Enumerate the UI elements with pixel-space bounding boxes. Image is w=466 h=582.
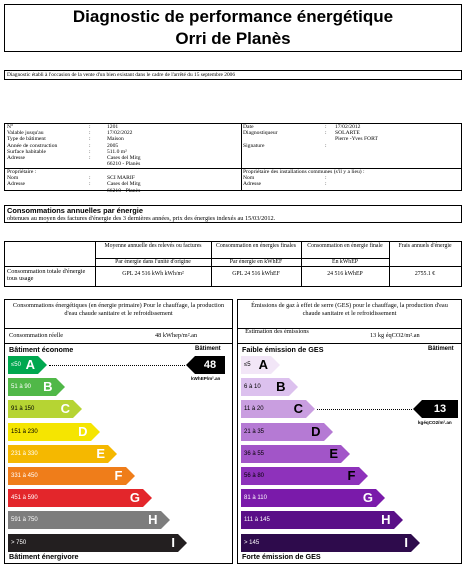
scale-letter: B [43,379,53,395]
scale-bar-h [8,511,161,529]
info-value: Cases del Mitg [107,181,141,188]
scale-tip [341,445,350,463]
scale-tip [324,423,333,441]
info-colon: : [89,142,91,149]
common-title: Propriétaire des installations communes (s'il y a lieu) : [243,169,365,175]
title-box [4,4,462,52]
info-label: Nom [7,175,19,182]
scale-bar-a [8,356,38,374]
ges-bottom-label: Forte émission de GES [242,552,321,561]
scale-range: 91 à 150 [11,406,35,413]
consumption-value: GPL 24 516 kWh kWh/m² [122,271,184,277]
scale-letter: G [129,490,140,506]
info-colon: : [325,124,327,130]
scale-leader [317,409,412,410]
info-value: Maison [107,136,124,143]
ges-col-label: Bâtiment [428,346,454,352]
info-colon: : [89,136,91,143]
scale-letter: H [381,512,391,528]
scale-tip [38,356,47,374]
info-colon: : [325,175,327,182]
scale-tip [178,534,187,552]
consumption-subheader: En kWhEP [332,259,358,265]
owner-title: Propriétaire : [7,169,37,175]
info-value: SCI MARIF [107,175,135,182]
consumption-subheader: Par énergie en kWhEF [229,259,283,265]
energy-top-label: Bâtiment économe [9,345,74,354]
scale-bar-c [8,400,73,418]
consumption-value: GPL 24 516 kWhEF [232,271,280,277]
info-label: Signature [243,142,265,149]
scale-range: 591 à 750 [11,517,38,524]
consumption-subheader: Par énergie dans l'unité d'origine [115,259,191,265]
consumption-table [4,241,462,287]
scale-bar-d [241,423,324,441]
scale-letter: E [329,445,338,461]
info-value: 66210 - Planès [107,187,141,194]
scale-range: ≤5 [244,362,251,368]
scale-letter: C [293,401,303,417]
marker-unit: kgéqCO2/m².an [418,420,452,426]
info-colon: : [89,155,91,161]
info-value: 17/02/2022 [107,130,133,137]
scale-bar-e [241,445,341,463]
consumption-title-box [4,205,462,223]
scale-tip [289,378,298,396]
ges-panel [237,299,462,564]
notice-text: Diagnostic établi à l'occasion de la vente d'un bien existant dans le cadre de l'arrêté du 15 septembre 2006 [7,72,236,78]
consumption-row-label: Consommation totale d'énergie tous usage [7,268,86,283]
scale-letter: D [78,423,88,439]
info-label: Valable jusqu'au [7,130,44,137]
info-label: Adresse [7,181,26,188]
energy-panel [4,299,233,564]
consumption-value: 24 516 kWhEP [327,271,363,277]
scale-range: 151 à 230 [11,428,38,435]
scale-marker [195,356,225,374]
consumption-value: 2755.1 € [414,271,436,277]
marker-value: 48 [203,359,217,371]
scale-tip [306,400,315,418]
scale-letter: B [276,379,286,395]
info-value: 511.0 m² [107,148,127,155]
scale-tip [411,534,420,552]
marker-tip [413,400,422,418]
scale-range: 111 à 145 [244,517,270,524]
scale-range: > 750 [11,539,27,546]
info-colon: : [325,181,327,188]
scale-bar-d [8,423,91,441]
scale-range: 451 à 590 [11,495,38,502]
info-label: N° [7,124,14,130]
scale-range: > 145 [244,539,260,546]
info-colon: : [325,130,327,137]
scale-letter: F [114,468,123,483]
info-label: Année de construction [7,142,58,149]
scale-tip [359,467,368,485]
notice-box [4,70,462,80]
info-value: 66210 - Planès [107,161,141,168]
ges-header: Émissions de gaz à effet de serre (GES) pour le chauffage, la production d'eau chaude sanitaire et le refroidissement [251,302,448,317]
page-subtitle: Orri de Planès [175,29,291,48]
consumption-header: Moyenne annuelle des relevés ou factures [104,243,202,249]
info-value: 17/02/2012 [335,124,361,130]
scale-bar-b [8,378,56,396]
consumption-header: Consommation en énergies finales [216,243,296,249]
energy-real-value: 48 kWhep/m².an [155,332,198,339]
energy-col-label: Bâtiment [195,346,221,352]
scale-tip [161,511,170,529]
scale-tip [108,445,117,463]
scale-bar-g [8,489,143,507]
scale-marker [422,400,458,418]
info-label: Surface habitable [7,148,46,155]
marker-unit: kWhEP/m².an [191,376,221,381]
scale-bar-b [241,378,289,396]
info-box [4,123,462,194]
scale-tip [126,467,135,485]
marker-value: 13 [433,403,447,416]
scale-bar-g [241,489,376,507]
scale-letter: I [171,534,175,550]
ges-top-label: Faible émission de GES [242,345,324,354]
energy-bottom-label: Bâtiment énergivore [9,552,79,561]
energy-header: Consommations énergétiques (en énergie primaire) Pour le chauffage, la production d'eau chaude sanitaire et le refroidissement [12,302,225,317]
info-colon: : [325,142,327,149]
consumption-title: Consommations annuelles par énergie [7,206,143,215]
scale-range: ≤50 [11,362,21,368]
scale-letter: H [148,512,158,528]
info-colon: : [89,148,91,155]
energy-real-label: Consommation réelle [9,332,64,339]
scale-range: 231 à 330 [11,450,38,457]
scale-range: 56 à 80 [244,473,265,479]
info-value: 2005 [107,142,119,149]
scale-range: 6 à 10 [244,384,261,391]
scale-letter: E [96,445,105,461]
scale-range: 36 à 55 [244,450,265,457]
scale-tip [73,400,82,418]
scale-tip [271,356,280,374]
info-value: Cases del Mitg [107,155,141,161]
ges-est-value: 13 kg éqCO2/m².an [370,332,420,339]
scale-letter: C [60,401,70,417]
scale-tip [394,511,403,529]
scale-bar-e [8,445,108,463]
info-label: Adresse [7,155,26,161]
scale-bar-c [241,400,306,418]
consumption-header: Consommation en énergie finale [307,243,383,249]
scale-bar-h [241,511,394,529]
scale-bar-a [241,356,271,374]
scale-letter: A [258,357,268,372]
info-label: Nom [243,175,255,182]
info-colon: : [89,124,91,130]
scale-tip [91,423,100,441]
scale-tip [143,489,152,507]
marker-tip [186,356,195,374]
page-title: Diagnostic de performance énergétique [72,7,394,26]
scale-leader [49,365,185,366]
info-label: Date [243,124,254,130]
scale-letter: G [362,490,373,506]
scale-bar-f [8,467,126,485]
scale-letter: D [311,423,321,439]
info-colon: : [89,175,91,182]
scale-range: 51 à 90 [11,384,32,391]
scale-letter: F [347,468,356,483]
info-label: Type de bâtiment [7,136,46,143]
info-value: Pierre -Yves FORT [335,136,378,143]
info-value: 1201 [107,124,119,130]
ges-est-label: Estimation des émissions [245,328,309,335]
scale-tip [376,489,385,507]
scale-letter: A [25,357,35,372]
scale-range: 81 à 110 [244,495,267,502]
scale-bar-f [241,467,359,485]
info-value: SOLARTE [335,130,360,137]
consumption-subtitle: obtenues au moyen des factures d'énergie des 3 dernières années, prix des énergies indexés au 15/03/2012. [7,215,276,222]
info-label: Adresse [243,181,262,188]
scale-range: 331 à 450 [11,473,38,479]
scale-range: 11 à 20 [244,406,264,413]
scale-bar-i [8,534,178,552]
scale-bar-i [241,534,411,552]
info-colon: : [89,181,91,188]
scale-tip [56,378,65,396]
scale-letter: I [404,534,408,550]
info-label: Diagnostiqueur [243,130,278,137]
info-colon: : [89,130,91,137]
consumption-header: Frais annuels d'énergie [398,243,452,249]
scale-range: 21 à 35 [244,428,265,435]
